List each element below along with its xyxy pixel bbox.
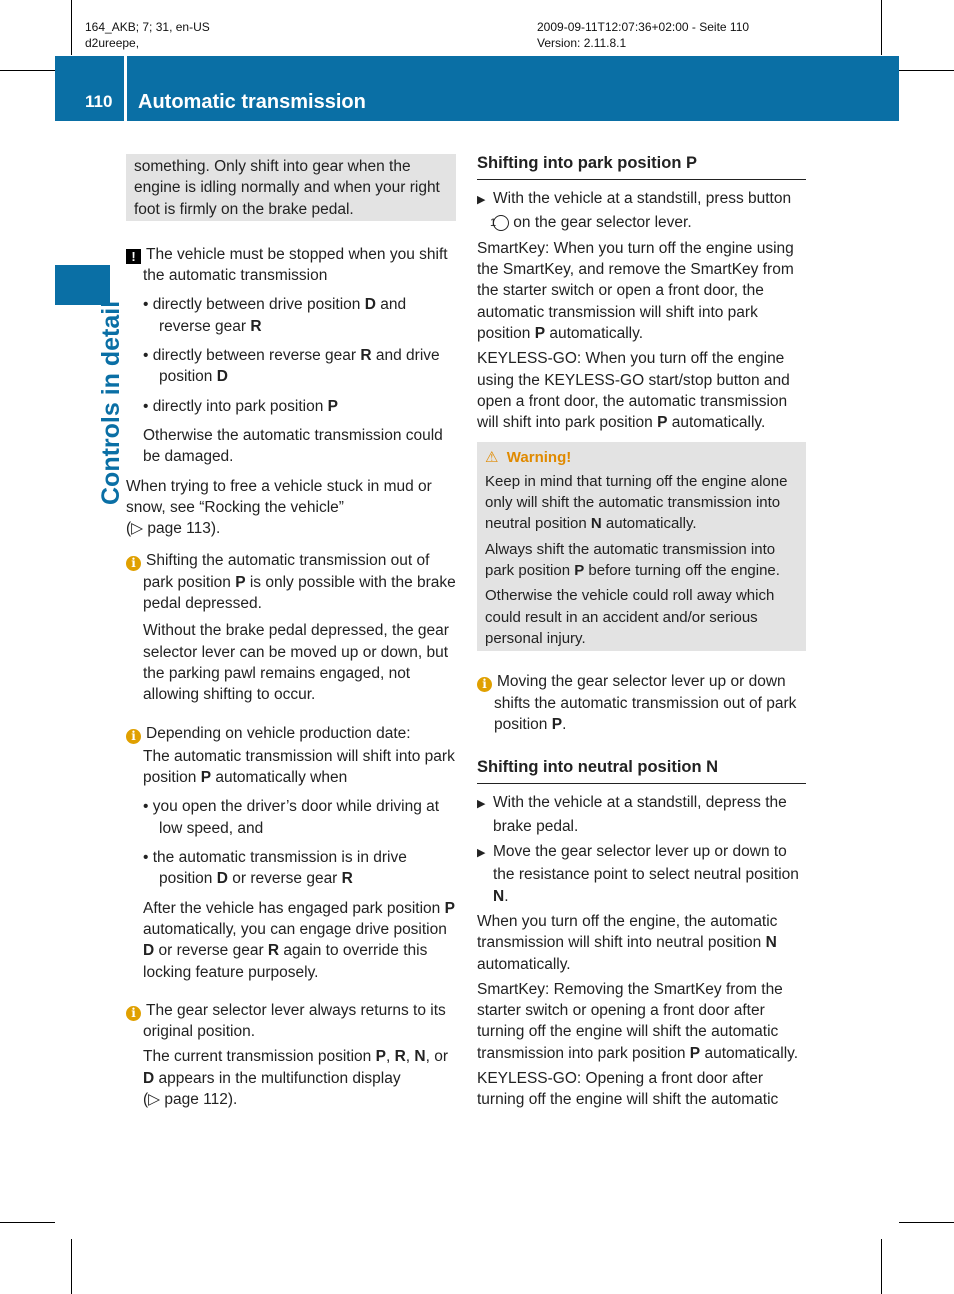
step-arrow-icon: ▶ (477, 194, 486, 207)
continued-box: something. Only shift into gear when the engine is idling normally and when your right foot is firmly on the brake pedal. (126, 154, 456, 221)
info-icon: i (477, 677, 492, 692)
step-arrow-icon: ▶ (477, 798, 486, 811)
info-icon: i (126, 1006, 141, 1021)
info-icon: i (126, 556, 141, 571)
body-paragraph: When you turn off the engine, the automatic transmission will shift into neutral position N automatically. (477, 912, 778, 973)
info-paragraph: i The gear selector lever always returns to its original position. (126, 1000, 456, 1043)
crop-mark (71, 1239, 72, 1294)
page-title: Automatic transmission (138, 91, 366, 113)
step-item: ▶ With the vehicle at a standstill, press button 1 on the gear selector lever. (477, 190, 792, 231)
step-item: ▶ With the vehicle at a standstill, depress the brake pedal. (477, 794, 787, 835)
body-paragraph: KEYLESS-GO: When you turn off the engine using the KEYLESS-GO start/stop button and open a front door, the automatic transmission will shift into park position P automatically. (477, 350, 790, 432)
button-number: 1 (493, 215, 509, 231)
section-heading: Shifting into park position P (477, 153, 806, 180)
print-meta-right: 2009-09-11T12:07:36+02:00 - Seite 110 Version: 2.11.8.1 (537, 20, 750, 50)
info-paragraph: The automatic transmission will shift into park position P automatically when (143, 747, 455, 787)
step-arrow-icon: ▶ (477, 847, 486, 860)
list-item: • you open the driver’s door while driving at low speed, and (143, 798, 440, 837)
step-item: ▶ Move the gear selector lever up or down to the resistance point to select neutral position N. (477, 843, 799, 905)
crop-mark (881, 0, 882, 55)
left-column (126, 154, 456, 1110)
exclamation-icon: ! (126, 249, 141, 264)
warning-text: Always shift the automatic transmission into park position P before turning off the engine. (485, 540, 780, 580)
section-heading: Shifting into neutral position N (477, 757, 806, 784)
crop-mark (899, 1222, 954, 1223)
warning-triangle-icon: ⚠ (485, 448, 499, 466)
info-paragraph: After the vehicle has engaged park position P automatically, you can engage drive position D or reverse gear R again to override this locking feature purposely. (143, 899, 455, 981)
info-paragraph: i Depending on vehicle production date: (126, 723, 456, 744)
crop-mark (0, 70, 55, 71)
page-reference[interactable]: (▷ page 113). (126, 520, 221, 538)
side-tab-label: Controls in detail (97, 300, 125, 505)
warning-text: Otherwise the vehicle could roll away which could result in an accident and/or serious personal injury. (485, 587, 775, 647)
warning-text: Keep in mind that turning off the engine alone only will shift the automatic transmission into neutral position N automatically. (485, 472, 788, 533)
body-paragraph: KEYLESS-GO: Opening a front door after turning off the engine will shift the automatic (477, 1069, 779, 1109)
crop-mark (71, 0, 72, 55)
page-number: 110 (85, 92, 113, 111)
crop-mark (881, 1239, 882, 1294)
crop-mark (899, 70, 954, 71)
note-paragraph: ! The vehicle must be stopped when you shift the automatic transmission (126, 244, 456, 287)
info-paragraph: The current transmission position P, R, N, or D appears in the multifunction display (▷ page 112). (143, 1048, 449, 1108)
body-paragraph: SmartKey: When you turn off the engine using the SmartKey, and remove the SmartKey from the starter switch or open a front door, the automatic transmission will shift into park position P automatically. (477, 239, 794, 343)
page-reference[interactable]: (▷ page 112). (143, 1090, 238, 1108)
info-paragraph: i Moving the gear selector lever up or down shifts the automatic transmission out of park position P. (477, 671, 806, 735)
info-paragraph: Without the brake pedal depressed, the gear selector lever can be moved up or down, but the parking pawl remains engaged, not allowing shifting to occur. (143, 622, 449, 704)
list-item: • directly between drive position D and reverse gear R (143, 296, 407, 335)
list-item: • directly into park position P (143, 397, 338, 415)
right-column (477, 153, 806, 1111)
crop-mark (0, 1222, 55, 1223)
warning-box (477, 442, 806, 652)
list-item: • directly between reverse gear R and drive position D (143, 347, 440, 386)
info-paragraph: i Shifting the automatic transmission out of park position P is only possible with the brake pedal depressed. (126, 550, 456, 614)
body-paragraph: SmartKey: Removing the SmartKey from the starter switch or opening a front door after turning off the engine will shift the automatic transmission into park position P automatically. (477, 980, 799, 1062)
body-paragraph: When trying to free a vehicle stuck in mud or snow, see “Rocking the vehicle” (▷ page 113). (126, 477, 432, 538)
list-item: • the automatic transmission is in drive position D or reverse gear R (143, 849, 407, 888)
side-tab-marker (55, 265, 110, 305)
print-meta-left: 164_AKB; 7; 31, en-US d2ureepe, (85, 20, 210, 50)
warning-title: ⚠ Warning! (485, 448, 572, 466)
header-divider (124, 56, 127, 121)
info-icon: i (126, 729, 141, 744)
note-end: Otherwise the automatic transmission could be damaged. (143, 426, 443, 466)
